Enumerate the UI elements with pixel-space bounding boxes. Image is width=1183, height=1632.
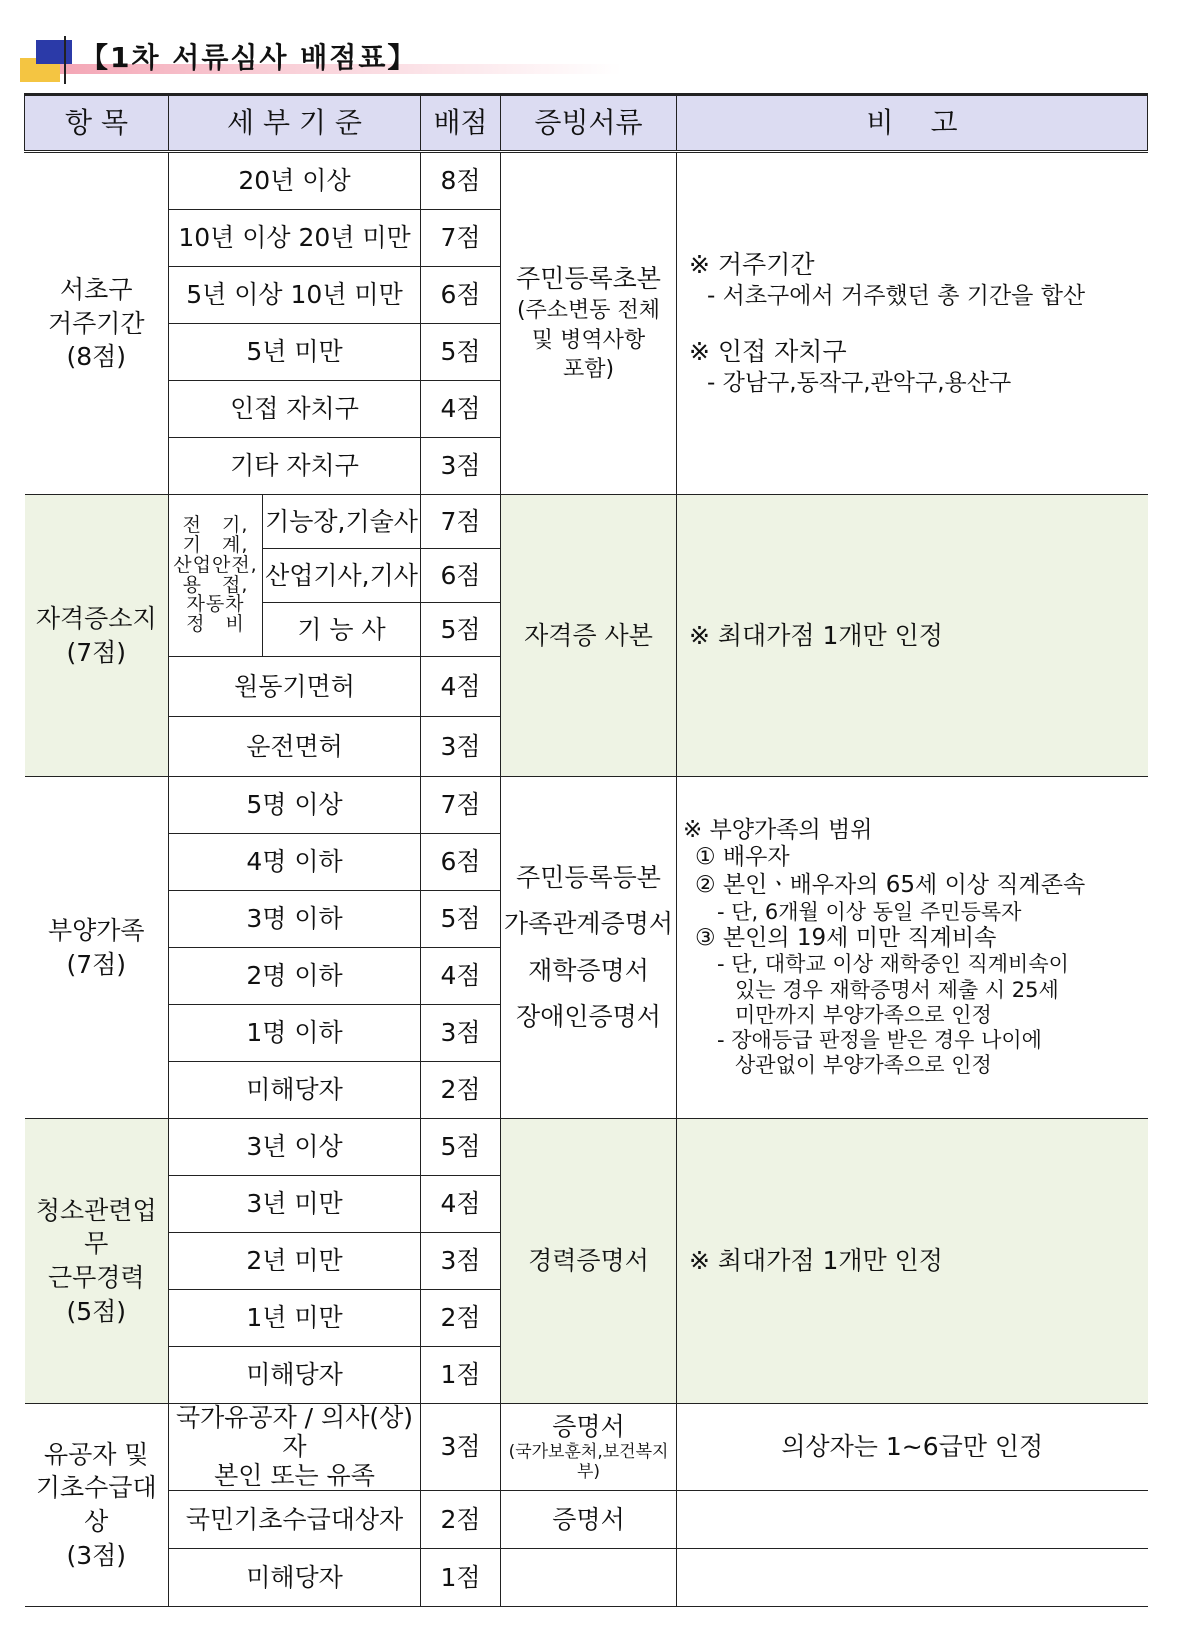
criterion-cell: 기 능 사 [263, 603, 421, 657]
criterion-cell: 5명 이상 [169, 777, 421, 834]
score-cell: 1점 [421, 1549, 501, 1607]
notes-license: ※ 최대가점 1개만 인정 [677, 495, 1148, 777]
category-license [25, 495, 169, 777]
field-line: 정 비 [186, 613, 245, 636]
criterion-cell: 20년 이상 [169, 152, 421, 210]
doc-line: 및 병역사항 [531, 327, 646, 353]
category-line: 근무경력 [47, 1263, 145, 1292]
category-line: 서초구 [60, 274, 133, 304]
criterion-cell: 원동기면허 [169, 657, 421, 717]
header-notes: 비 고 [677, 95, 1148, 152]
category-residence [25, 152, 169, 495]
score-table [24, 93, 1148, 1607]
score-cell: 5점 [421, 891, 501, 948]
score-cell: 7점 [421, 210, 501, 267]
docs-career: 경력증명서 [501, 1119, 677, 1404]
note-line: 상관없이 부양가족으로 인정 [735, 1053, 992, 1078]
doc-line: 장애인증명서 [516, 1001, 661, 1031]
criterion-cell: 기타 자치구 [169, 438, 421, 495]
criterion-cell: 4명 이하 [169, 834, 421, 891]
criterion-cell: 미해당자 [169, 1549, 421, 1607]
score-cell: 4점 [421, 657, 501, 717]
note-line: ③ 본인의 19세 미만 직계비속 [695, 924, 997, 951]
score-cell: 2점 [421, 1491, 501, 1549]
title-vertical-line [64, 36, 66, 84]
page-title: 【1차 서류심사 배점표】 [80, 41, 418, 74]
category-line: (5점) [66, 1296, 127, 1326]
category-line: (3점) [66, 1540, 127, 1570]
header-row [25, 95, 1148, 152]
doc-line: 재학증명서 [528, 955, 649, 985]
note-line: ① 배우자 [695, 844, 790, 871]
doc-line: 가족관계증명서 [503, 909, 674, 939]
doc-sub-line: (국가보훈처,보건복지부) [508, 1441, 669, 1483]
header-criteria: 세 부 기 준 [169, 95, 421, 152]
category-line: 자격증소지 [35, 603, 157, 633]
field-line: 기 계, [182, 533, 249, 556]
notes-career: ※ 최대가점 1개만 인정 [677, 1119, 1148, 1404]
note-line: - 단, 대학교 이상 재학중인 직계비속이 [717, 952, 1069, 977]
criterion-cell: 2명 이하 [169, 948, 421, 1005]
score-cell: 7점 [421, 495, 501, 549]
doc-line: 포함) [562, 357, 615, 383]
score-cell: 6점 [421, 267, 501, 324]
header-docs: 증빙서류 [501, 95, 677, 152]
criterion-cell: 미해당자 [169, 1062, 421, 1119]
field-line: 용 접, [182, 573, 249, 596]
category-line: 기초수급대상 [35, 1473, 157, 1537]
criterion-cell: 3년 이상 [169, 1119, 421, 1176]
category-line: 부양가족 [47, 915, 145, 945]
field-line: 자동차 [186, 593, 245, 616]
header-score: 배점 [421, 95, 501, 152]
note-cell: 의상자는 1~6급만 인정 [677, 1404, 1148, 1491]
criterion-line: 본인 또는 유족 [214, 1460, 375, 1490]
header-item: 항 목 [25, 95, 169, 152]
criterion-cell: 인접 자치구 [169, 381, 421, 438]
note-line: 있는 경우 재학증명서 제출 시 25세 [735, 977, 1059, 1002]
doc-line: 주민등록등본 [516, 863, 661, 892]
score-cell: 5점 [421, 603, 501, 657]
criterion-cell: 5년 이상 10년 미만 [169, 267, 421, 324]
note-line: ※ 인접 자치구 [689, 336, 847, 366]
note-line: - 단, 6개월 이상 동일 주민등록자 [717, 899, 1022, 924]
field-line: 산업안전, [173, 553, 258, 576]
criterion-cell: 1명 이하 [169, 1005, 421, 1062]
category-line: 청소관련업무 [35, 1195, 157, 1259]
criterion-cell: 3명 이하 [169, 891, 421, 948]
score-cell: 4점 [421, 381, 501, 438]
score-cell: 4점 [421, 1176, 501, 1233]
note-cell [677, 1549, 1148, 1607]
category-line: (7점) [66, 637, 127, 667]
criterion-cell: 2년 미만 [169, 1233, 421, 1290]
doc-line: 주민등록초본 [516, 264, 661, 294]
category-family [25, 777, 169, 1119]
note-line: ※ 거주기간 [689, 249, 815, 279]
score-cell: 1점 [421, 1347, 501, 1404]
criterion-cell: 5년 미만 [169, 324, 421, 381]
license-field-stack [169, 495, 263, 657]
notes-family [677, 777, 1148, 1119]
score-cell: 3점 [421, 717, 501, 777]
criterion-line: 국가유공자 / 의사(상)자 [175, 1403, 414, 1461]
criterion-cell: 1년 미만 [169, 1290, 421, 1347]
score-cell: 3점 [421, 438, 501, 495]
criterion-cell: 3년 미만 [169, 1176, 421, 1233]
docs-residence [501, 152, 677, 495]
criterion-cell: 10년 이상 20년 미만 [169, 210, 421, 267]
note-line: ② 본인ㆍ배우자의 65세 이상 직계존속 [695, 871, 1086, 898]
score-cell: 2점 [421, 1290, 501, 1347]
category-line: (7점) [66, 949, 127, 979]
doc-line: 증명서 [552, 1411, 625, 1441]
title-blue-square [36, 40, 72, 64]
category-line: 거주기간 [47, 308, 145, 338]
category-line: (8점) [66, 342, 127, 372]
criterion-cell [169, 1404, 421, 1491]
score-cell: 6점 [421, 549, 501, 603]
doc-cell [501, 1404, 677, 1491]
score-cell: 7점 [421, 777, 501, 834]
note-line: 미만까지 부양가족으로 인정 [735, 1002, 992, 1027]
score-cell: 5점 [421, 324, 501, 381]
docs-license: 자격증 사본 [501, 495, 677, 777]
field-line: 전 기, [182, 513, 249, 536]
criterion-cell: 미해당자 [169, 1347, 421, 1404]
category-merit [25, 1404, 169, 1607]
category-line: 유공자 및 [43, 1439, 149, 1469]
note-line: - 장애등급 판정을 받은 경우 나이에 [717, 1027, 1042, 1052]
criterion-cell: 산업기사,기사 [263, 549, 421, 603]
criterion-cell: 국민기초수급대상자 [169, 1491, 421, 1549]
score-cell: 5점 [421, 1119, 501, 1176]
doc-cell: 증명서 [501, 1491, 677, 1549]
doc-line: (주소변동 전체 [516, 297, 661, 323]
category-career [25, 1119, 169, 1404]
docs-family [501, 777, 677, 1119]
score-cell: 6점 [421, 834, 501, 891]
score-cell: 8점 [421, 152, 501, 210]
score-cell: 4점 [421, 948, 501, 1005]
criterion-cell: 운전면허 [169, 717, 421, 777]
note-cell [677, 1491, 1148, 1549]
score-cell: 3점 [421, 1404, 501, 1491]
score-cell: 2점 [421, 1062, 501, 1119]
note-line: - 강남구,동작구,관악구,용산구 [707, 370, 1012, 397]
score-cell: 3점 [421, 1233, 501, 1290]
notes-residence [677, 152, 1148, 495]
note-line: - 서초구에서 거주했던 총 기간을 합산 [707, 283, 1086, 310]
note-line: ※ 부양가족의 범위 [683, 816, 873, 843]
score-cell: 3점 [421, 1005, 501, 1062]
criterion-cell: 기능장,기술사 [263, 495, 421, 549]
doc-cell [501, 1549, 677, 1607]
